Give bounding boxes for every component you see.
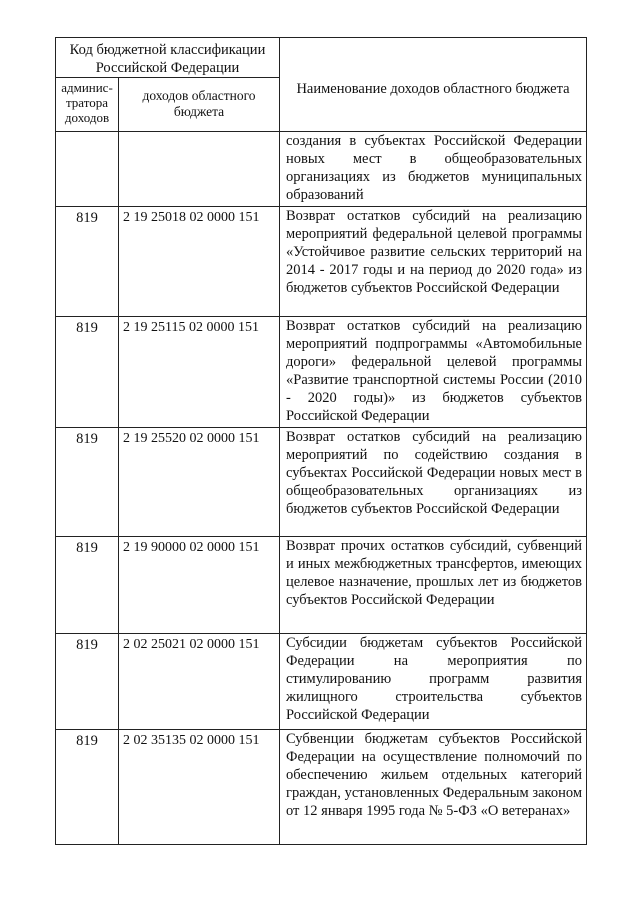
admin-code-cell: 819 [56, 730, 119, 845]
income-name-cell: создания в субъектах Российской Федерации новых мест в общеобразовательных организациях из бюджетов муниципальных образований [280, 132, 587, 207]
income-name-cell: Субвенции бюджетам субъектов Российской Федерации на осуществление полномочий по обеспечению жильем отдельных категорий граждан, установленных Федеральным законом от 12 января 1995 года № 5-ФЗ «О ветеранах» [280, 730, 587, 845]
income-name-cell: Возврат прочих остатков субсидий, субвенций и иных межбюджетных трансфертов, имеющих целевое назначение, прошлых лет из бюджетов субъектов Российской Федерации [280, 537, 587, 634]
budget-code-cell: 2 02 35135 02 0000 151 [119, 730, 280, 845]
table-row [56, 634, 587, 730]
admin-cell [56, 132, 119, 207]
income-name-cell: Возврат остатков субсидий на реализацию мероприятий подпрограммы «Автомобильные дороги» федеральной целевой программы «Развитие транспортной системы России (2010 - 2020 годы)» из бюджетов субъектов Российской Федерации [280, 317, 587, 428]
admin-code-cell: 819 [56, 537, 119, 634]
header-regional-income: доходов областного бюджета [119, 78, 280, 132]
admin-code-cell: 819 [56, 428, 119, 537]
budget-code-cell: 2 19 25115 02 0000 151 [119, 317, 280, 428]
admin-code-cell: 819 [56, 207, 119, 317]
budget-classification-table [55, 37, 587, 845]
table-row [56, 207, 587, 317]
budget-code-cell: 2 19 25520 02 0000 151 [119, 428, 280, 537]
table-row-continuation [56, 132, 587, 207]
budget-code-cell: 2 19 25018 02 0000 151 [119, 207, 280, 317]
budget-code-cell: 2 02 25021 02 0000 151 [119, 634, 280, 730]
table-row [56, 730, 587, 845]
table-row [56, 428, 587, 537]
admin-code-cell: 819 [56, 634, 119, 730]
income-name-cell: Возврат остатков субсидий на реализацию мероприятий по содействию создания в субъектах Российской Федерации новых мест в общеобразовательных организациях из бюджетов субъектов Российской Федерации [280, 428, 587, 537]
income-name-cell: Субсидии бюджетам субъектов Российской Федерации на мероприятия по стимулированию программ развития жилищного строительства субъектов Российской Федерации [280, 634, 587, 730]
admin-code-cell: 819 [56, 317, 119, 428]
header-administrator: админис-тратора доходов [56, 78, 119, 132]
income-name-cell: Возврат остатков субсидий на реализацию мероприятий федеральной целевой программы «Устойчивое развитие сельских территорий на 2014 - 2017 годы и на период до 2020 года» из бюджетов субъектов Российской Федерации [280, 207, 587, 317]
budget-code-cell: 2 19 90000 02 0000 151 [119, 537, 280, 634]
header-income-name: Наименование доходов областного бюджета [280, 38, 587, 132]
table-row [56, 537, 587, 634]
header-row-top [56, 38, 587, 78]
header-classification-code: Код бюджетной классификации Российской Федерации [56, 38, 280, 78]
code-cell [119, 132, 280, 207]
table-row [56, 317, 587, 428]
